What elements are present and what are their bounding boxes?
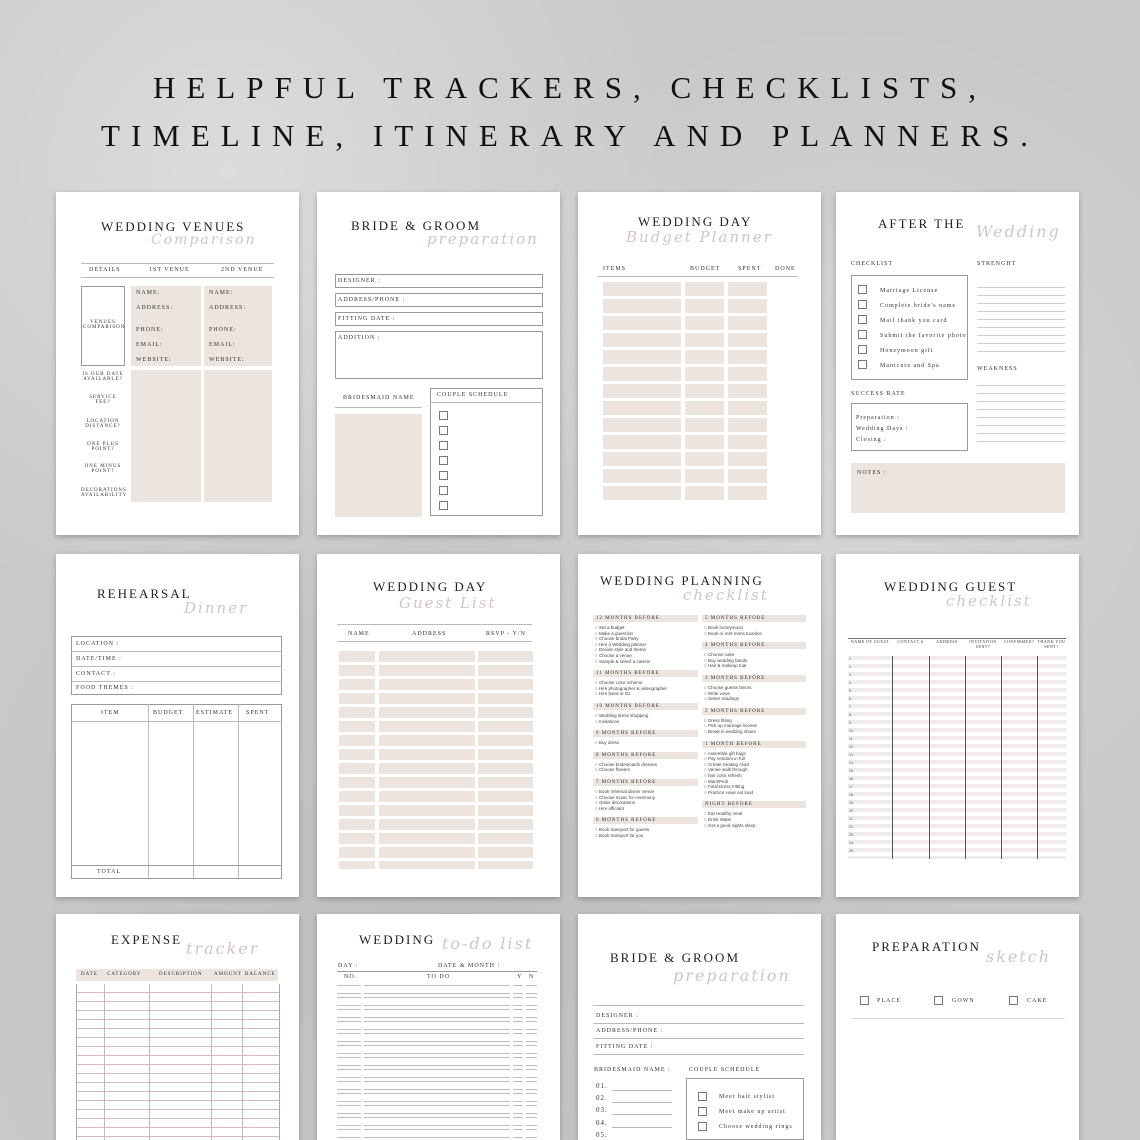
bg1-checkbox-1[interactable]	[439, 411, 448, 420]
after-checklist: CHECKLIST	[851, 261, 893, 267]
after-wedding-page	[836, 192, 1079, 535]
bg2-num-1: 01.	[596, 1082, 608, 1090]
bg1-address: ADDRESS/PHONE :	[338, 297, 406, 303]
bg2-schedule-1: Meet hair stylist	[719, 1094, 775, 1100]
venues-phone-1: PHONE:	[136, 327, 164, 333]
guestlist-h-rsvp: RSVP - Y/N	[486, 631, 526, 637]
bg1-checkbox-4[interactable]	[439, 456, 448, 465]
guestcheck-row-number: 24	[849, 841, 853, 845]
guestcheck-row-number: 5	[849, 689, 851, 693]
planning-item: ○ Drink Water	[704, 817, 732, 822]
after-rate-3: Closing :	[856, 437, 887, 443]
rehearsal-item: ITEM	[101, 710, 120, 716]
budget-title: WEDDING DAY	[638, 214, 753, 229]
venues-comparison-label: VENUES COMPARISON	[83, 320, 126, 330]
rehearsal-script: Dinner	[184, 599, 249, 617]
todo-day: DAY :	[338, 963, 359, 969]
rehearsal-spent: SPENT	[246, 710, 270, 716]
bg1-title: BRIDE & GROOM	[351, 218, 482, 233]
guestcheck-row-number: 22	[849, 825, 853, 829]
sketch-gown: GOWN	[952, 998, 975, 1004]
planning-item: ○ Set a budget	[595, 625, 625, 630]
rehearsal-contact: CONTACT :	[76, 671, 116, 677]
planning-section-heading: 7 MONTHS BEFORE	[593, 779, 698, 786]
rehearsal-food: FOOD THEMES :	[76, 685, 134, 691]
after-success: SUCCESS RATE	[851, 391, 906, 397]
bg1-bridesmaid: BRIDESMAID NAME	[343, 395, 415, 401]
guestcheck-row-number: 13	[849, 753, 853, 757]
guestcheck-row-number: 18	[849, 793, 853, 797]
sketch-cake: CAKE	[1027, 998, 1048, 1004]
expense-title: EXPENSE	[111, 932, 183, 947]
planning-section-heading: 8 MONTHS BEFORE	[593, 752, 698, 759]
venues-email-1: EMAIL:	[136, 342, 163, 348]
guestcheck-row-number: 19	[849, 801, 853, 805]
venues-h-1st: 1ST VENUE	[149, 267, 190, 273]
after-item-4: Submit the favorite photo	[880, 333, 967, 339]
planning-item: ○ Buy dress	[595, 740, 619, 746]
planning-item: ○ Hire a Wedding planner	[595, 641, 647, 647]
after-item-3: Mail thank you card	[880, 318, 948, 324]
planning-script: checklist	[683, 586, 769, 604]
guestcheck-column-divider	[1037, 656, 1038, 859]
expense-page	[56, 914, 299, 1140]
planning-item: ○ Eat Healthy meal	[704, 811, 743, 817]
bg2-designer: DESIGNER :	[596, 1013, 639, 1019]
planning-item: ○ Create Seating chart	[704, 761, 750, 767]
bg2-address: ADDRESS/PHONE :	[596, 1028, 664, 1034]
planning-item: ○ Book honeymoon	[704, 625, 743, 630]
todo-rows	[337, 984, 537, 1140]
guestcheck-script: checklist	[946, 592, 1032, 610]
after-rate-1: Preparation :	[856, 415, 900, 421]
guestcheck-row-number: 14	[849, 761, 853, 765]
after-item-1: Marriage License	[880, 288, 939, 294]
planning-item: ○ Book or rent mens tuxedos	[704, 630, 762, 636]
guestcheck-row-number: 7	[849, 705, 851, 709]
planning-item: ○ Break in wedding shoes	[704, 729, 756, 734]
after-rate-2: Wedding Days :	[856, 426, 909, 432]
rehearsal-location: LOCATION :	[76, 641, 120, 647]
bg1-checkbox-2[interactable]	[439, 426, 448, 435]
guestcheck-row-number: 1	[849, 657, 851, 661]
planning-item: ○ Choose flowers	[595, 767, 630, 773]
guest-list-page	[317, 554, 560, 897]
venues-name-2: NAME:	[209, 290, 234, 296]
venues-row-plus: ONE PLUS POINT?	[87, 442, 119, 452]
after-notes: NOTES :	[857, 470, 887, 476]
guestcheck-row-number: 6	[849, 697, 851, 701]
planning-item: ○ Wedding dress shopping	[595, 713, 649, 718]
guestlist-h-address: ADDRESS	[412, 631, 447, 637]
after-item-6: Manicure and Spa	[880, 363, 940, 369]
bg1-script: preparation	[427, 230, 539, 248]
guestcheck-title: WEDDING GUEST	[884, 579, 1018, 594]
expense-h-date: DATE	[81, 972, 98, 977]
planning-item: ○ Invitations	[595, 718, 620, 724]
budget-h-budget: BUDGET	[690, 266, 721, 272]
venues-page	[56, 192, 299, 535]
rehearsal-title: REHEARSAL	[97, 586, 192, 601]
venues-address-2: ADDRESS:	[209, 305, 247, 311]
bg1-designer: DESIGNER :	[338, 278, 381, 284]
planning-section-heading: 11 MONTHS BEFORE	[593, 670, 698, 677]
guestcheck-row-number: 11	[849, 737, 853, 741]
bg1-checkbox-7[interactable]	[439, 501, 448, 510]
guestcheck-row-number: 10	[849, 729, 853, 733]
headline-line-2: TIMELINE, ITINERARY AND PLANNERS.	[101, 118, 1039, 153]
planning-item: ○ Get a good nights sleep	[704, 822, 756, 828]
guestlist-rows	[339, 651, 533, 869]
guestcheck-columns	[848, 639, 1066, 655]
bg2-num-5: 05.	[596, 1131, 608, 1139]
guestcheck-column-header: INVITATION SENT?	[969, 639, 997, 649]
budget-script: Budget Planner	[626, 228, 773, 246]
guestcheck-row-number: 3	[849, 673, 851, 677]
guestlist-script: Guest List	[399, 594, 497, 612]
guestcheck-column-divider	[1001, 656, 1002, 859]
guestcheck-column-divider	[965, 656, 966, 859]
venues-address-1: ADDRESS:	[136, 305, 174, 311]
planning-item: ○ Write vows	[704, 690, 730, 696]
planning-item: ○ Book transport for you	[595, 833, 644, 838]
planning-item: ○ Choose guests favors	[704, 685, 752, 690]
bg1-checkbox-3[interactable]	[439, 441, 448, 450]
after-item-2: Complete bride's name	[880, 303, 957, 309]
todo-h-todo: TO DO	[427, 974, 451, 980]
venues-row-fee: SERVICE FEE?	[89, 395, 117, 405]
expense-h-category: CATEGORY	[107, 972, 142, 977]
planning-item: ○ Decide style and theme	[595, 647, 646, 653]
planning-item: ○ Book rehersal dinner venue	[595, 789, 655, 794]
bg2-num-3: 03.	[596, 1106, 608, 1114]
guestcheck-column-header: CONTACT #	[897, 639, 924, 644]
planning-item: ○ Practice vows out loud	[704, 789, 753, 795]
planning-item: ○ Choose color scheme	[595, 680, 643, 686]
guestcheck-row-number: 25	[849, 849, 853, 853]
venues-row-minus: ONE MINUS POINT?	[84, 464, 122, 474]
budget-page	[578, 192, 821, 535]
venues-website-2: WEBSITE:	[209, 357, 245, 363]
sketch-title: PREPARATION	[872, 939, 981, 954]
expense-script: tracker	[186, 939, 260, 958]
guestcheck-column-divider	[892, 656, 893, 859]
guestcheck-column-divider	[929, 656, 930, 859]
todo-datemonth: DATE & MONTH :	[438, 963, 501, 969]
planning-section-heading: 1 MONTH BEFORE	[702, 741, 806, 748]
after-weakness: WEAKNESS	[977, 366, 1018, 372]
venues-script: Comparison	[151, 232, 257, 248]
planning-item: ○ hair color refresh	[704, 773, 742, 778]
bg2-bridesmaid: BRIDESMAID NAME :	[594, 1067, 671, 1073]
bg2-couple: COUPLE SCHEDULE	[689, 1067, 761, 1073]
planning-item: ○ Hire photographer & videographer	[595, 685, 668, 691]
planning-item: ○ Choose bridesmaids dresses	[595, 761, 657, 767]
venues-h-details: DETAILS	[89, 267, 121, 273]
expense-h-amount: AMOUNT	[214, 972, 242, 977]
planning-section-heading: 9 MONTHS BEFORE	[593, 730, 698, 737]
bg2-fitting: FITTING DATE :	[596, 1044, 654, 1050]
bg2-title: BRIDE & GROOM	[610, 950, 741, 965]
bg2-script: preparation	[673, 966, 791, 985]
bg1-addition: ADDITION :	[338, 335, 381, 341]
planning-section-heading: 5 MONTHS BEFORE	[702, 615, 806, 622]
guestcheck-column-header: NAME OF GUEST	[850, 639, 890, 644]
bg1-checkbox-6[interactable]	[439, 486, 448, 495]
rehearsal-total: TOTAL	[97, 869, 122, 875]
guestcheck-rows	[848, 656, 1066, 859]
guestlist-title: WEDDING DAY	[373, 579, 488, 594]
guestlist-h-name: NAME	[348, 631, 370, 637]
guestcheck-row-number: 9	[849, 721, 851, 725]
after-strength: STRENGHT	[977, 261, 1017, 267]
planning-item: ○ Choose cake	[704, 652, 735, 658]
guestcheck-row-number: 4	[849, 681, 851, 685]
planning-section-heading: 6 MONTHS BEFORE	[593, 817, 698, 824]
rehearsal-budget: BUDGET	[153, 710, 184, 716]
planning-item: ○ Choose bridal Party	[595, 636, 639, 642]
venues-row-decorations: DECORATIONS AVAILABILITY	[81, 488, 128, 498]
sketch-script: sketch	[986, 947, 1052, 966]
venues-row-date: IS OUR DATE AVAILABLE?	[82, 372, 124, 382]
guestcheck-row-number: 16	[849, 777, 853, 781]
sketch-checkbox-cake[interactable]	[1009, 996, 1018, 1005]
planning-item: ○ Buy wedding bands	[704, 657, 748, 663]
venues-email-2: EMAIL:	[209, 342, 236, 348]
guestcheck-column-header: THANK YOU SENT?	[1037, 639, 1066, 649]
bg2-num-4: 04.	[596, 1119, 608, 1127]
planning-item: ○ Hair & makeup trial	[704, 663, 747, 669]
planning-item: ○ Hire officiant	[595, 805, 624, 811]
planning-item: ○ Book transport for guests	[595, 827, 650, 833]
planning-section-heading: 12 MONTHS BEFORE	[593, 615, 698, 622]
planning-item: ○ Venue walk through	[704, 767, 748, 773]
bg2-num-2: 02.	[596, 1094, 608, 1102]
guestcheck-row-number: 20	[849, 809, 853, 813]
bg2-schedule-3: Choose wedding rings	[719, 1124, 793, 1130]
planning-title: WEDDING PLANNING	[600, 573, 764, 588]
bg2-schedule-2: Meet make up artist	[719, 1109, 786, 1115]
planning-item: ○ Make a guest list	[595, 630, 633, 636]
guestcheck-row-number: 15	[849, 769, 853, 773]
planning-item: ○ Select readings	[704, 696, 739, 702]
planning-item: ○ Sample & select a caterer	[595, 658, 651, 664]
planning-item: ○ Choose music for ceremony	[595, 794, 655, 800]
rehearsal-datetime: DATE/TIME :	[76, 656, 122, 662]
planning-page	[578, 554, 821, 897]
planning-item: ○ Final Dress Fitting	[704, 784, 745, 790]
todo-h-n: N	[529, 974, 535, 980]
planning-item: ○ Choose a venue	[595, 653, 632, 658]
budget-h-items: ITEMS	[603, 266, 626, 272]
guestcheck-row-number: 2	[849, 665, 851, 669]
budget-rows	[603, 282, 793, 502]
guestcheck-column-header: CONFIRMED?	[1003, 639, 1035, 644]
expense-h-balance: BALANCE	[245, 972, 276, 977]
planning-item: ○ Dress fitting	[704, 717, 732, 723]
venues-title: WEDDING VENUES	[101, 219, 246, 234]
venues-row-location: LOCATION DISTANCE?	[85, 419, 121, 429]
venues-website-1: WEBSITE:	[136, 357, 172, 363]
todo-title: WEDDING	[359, 932, 436, 947]
bg1-fitting: FITTING DATE :	[338, 316, 396, 322]
planning-section-heading: NIGHT BEFORE	[702, 801, 806, 808]
sketch-checkbox-gown[interactable]	[934, 996, 943, 1005]
bg1-couple: COUPLE SCHEDULE	[437, 392, 509, 398]
sketch-place: PLACE	[877, 998, 902, 1004]
guestcheck-column-header: ADDRESS	[936, 639, 958, 644]
planning-item: ○ Assemble gift bags	[704, 750, 746, 756]
guestcheck-row-number: 8	[849, 713, 851, 717]
expense-h-description: DESCRIPTION	[159, 972, 203, 977]
planning-item: ○ Pay vendors in full	[704, 756, 745, 762]
after-title: AFTER THE	[878, 216, 966, 231]
venues-name-1: NAME:	[136, 290, 161, 296]
planning-section-heading: 3 MONTHS BEFORE	[702, 675, 806, 682]
guestcheck-row-number: 12	[849, 745, 853, 749]
venues-h-2nd: 2ND VENUE	[221, 267, 264, 273]
venues-phone-2: PHONE:	[209, 327, 237, 333]
budget-h-spent: SPENT	[738, 266, 762, 272]
todo-h-y: Y	[517, 974, 523, 980]
rehearsal-page	[56, 554, 299, 897]
after-script: Wedding	[976, 222, 1061, 241]
planning-item: ○ Hire band or DJ	[595, 691, 631, 697]
budget-h-done: DONE	[775, 266, 796, 272]
guest-checklist-page	[836, 554, 1079, 897]
bg1-checkbox-5[interactable]	[439, 471, 448, 480]
sketch-page	[836, 914, 1079, 1140]
after-item-5: Honeymoon gift	[880, 348, 934, 354]
planning-item: ○ Pick up marriage license	[704, 723, 757, 729]
bride-groom-page-1	[317, 192, 560, 535]
todo-script: to-do list	[442, 934, 534, 953]
headline-line-1: HELPFUL TRACKERS, CHECKLISTS,	[152, 70, 987, 105]
todo-h-no: NO.	[344, 974, 358, 980]
guestcheck-row-number: 21	[849, 817, 853, 821]
bride-groom-page-2	[578, 914, 821, 1140]
planning-item: ○ Mani/Pedi	[704, 778, 728, 784]
planning-section-heading: 2 MONTHS BEFORE	[702, 708, 806, 715]
guestcheck-row-number: 23	[849, 833, 853, 837]
rehearsal-estimate: ESTIMATE	[196, 710, 233, 716]
planning-item: ○ Order decorations	[595, 800, 635, 806]
todo-page	[317, 914, 560, 1140]
guestcheck-row-number: 17	[849, 785, 853, 789]
sketch-checkbox-place[interactable]	[860, 996, 869, 1005]
planning-section-heading: 10 MONTHS BEFORE	[593, 703, 698, 710]
planning-section-heading: 4 MONTHS BEFORE	[702, 642, 806, 649]
